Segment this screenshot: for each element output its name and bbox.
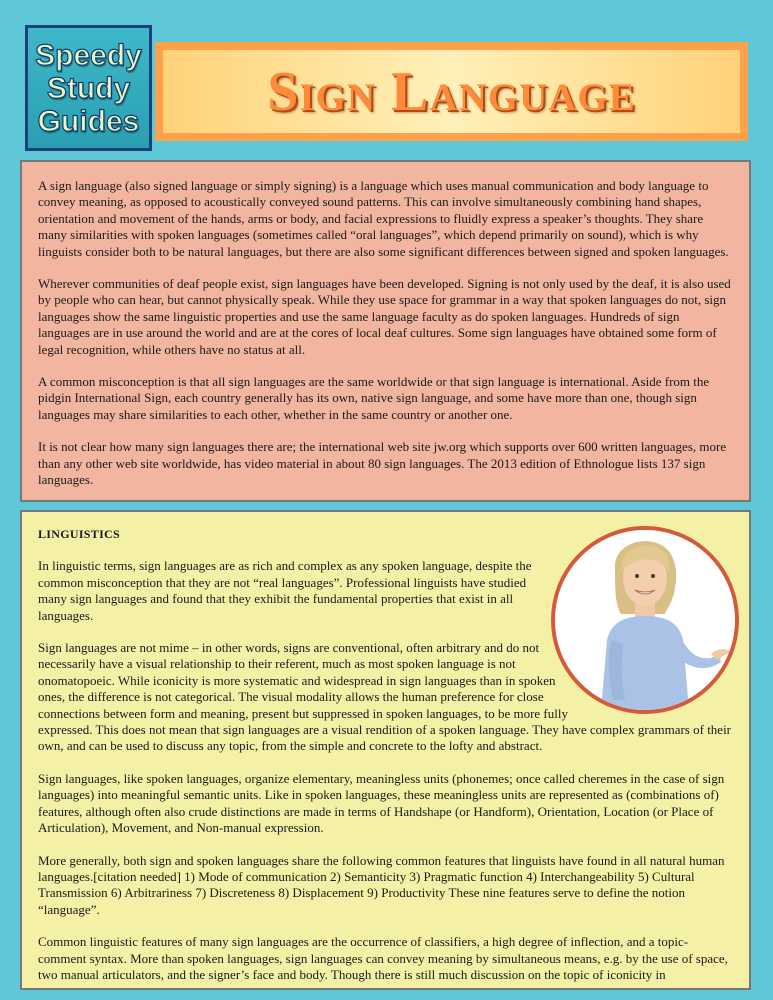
page-title: Sign Language [267, 60, 636, 123]
linguistics-paragraph-3: Sign languages, like spoken languages, organize elementary, meaningless units (phonemes; once called cheremes in the case of sign languages) into meaningful semantic units. Like in spoken languages, these meaningless units are represented as (combinations of) features, although often also crude distinctions are made in terms of Handshape (or Handform), Orientation, Location (or Place of Articulation), Movement, and Non-manual expression. [38, 770, 725, 836]
title-banner-inner [163, 50, 740, 133]
linguistics-paragraph-5: Common linguistic features of many sign languages are the occurrence of classifiers, a high degree of inflection, and a topic-comment syntax. More than spoken languages, sign languages can convey meaning by simultaneous means, e.g. by the use of space, two manual articulators, and the signer’s face and body. Though there is still much discussion on the topic of iconicity in [38, 934, 728, 982]
linguistics-paragraph-1: In linguistic terms, sign languages are as rich and complex as any spoken language, despite the common misconception that they are not “real languages”. Professional linguists have studied many sign languages and found that they exhibit the fundamental properties that exist in all languages. [38, 558, 532, 623]
logo-line-1: Speedy [35, 38, 142, 72]
woman-presenting-photo [551, 526, 739, 714]
intro-paragraph-2: Wherever communities of deaf people exist, sign languages have been developed. Signing is not only used by the deaf, it is also used by people who can hear, but cannot physically speak. While they use space for grammar in a way that spoken languages do not, sign languages show the same linguistic properties and use the same language faculty as do spoken languages. Hundreds of sign languages are in use around the world and are at the cores of local deaf cultures. Some sign languages have obtained some form of legal recognition, while others have no status at all. [38, 276, 731, 357]
logo-line-2: Study [46, 71, 131, 105]
linguistics-paragraph-4: More generally, both sign and spoken languages share the following common features that linguists have found in all natural human languages.[citation needed] 1) Mode of communication 2) Semanticity 3) Pragmatic function 4) Interchangeability 5) Cultural Transmission 6) Arbitrariness 7) Discreteness 8) Displacement 9) Productivity These nine features serve to define the notion “language”. [38, 852, 725, 917]
intro-paragraph-1: A sign language (also signed language or simply signing) is a language which uses manual communication and body language to convey meaning, as opposed to acoustically conveyed sound patterns. This can involve simultaneously combining hand shapes, orientation and movement of the hands, arms or body, and facial expressions to fluidly express a speaker’s thoughts. They share many similarities with spoken languages (sometimes called “oral languages”, which depend primarily on sound), which is why linguists consider both to be natural languages, but there are also some significant differences between signed and spoken languages. [38, 178, 729, 259]
linguistics-paragraph-2: Sign languages are not mime – in other words, signs are conventional, often arbitrary and do not necessarily have a visual relationship to their referent, much as most spoken language is not onomatopoeic. While iconicity is more systematic and widespread in sign languages than in spoken ones, the difference is not categorical. The visual modality allows the human preference for close connections between form and meaning, present but suppressed in spoken languages, to be more fully expressed. This does not mean that sign languages are a visual rendition of a spoken language. They have complex grammars of their own, and can be used to discuss any topic, from the simple and concrete to the lofty and abstract. [38, 640, 732, 754]
logo-line-3: Guides [37, 104, 140, 138]
linguistics-heading: LINGUISTICS [38, 527, 120, 541]
linguistics-section [20, 510, 751, 990]
intro-paragraph-4: It is not clear how many sign languages there are; the international web site jw.org which supports over 600 written languages, more than any other web site worldwide, has video material in about 80 sign languages. The 2013 edition of Ethnologue lists 137 sign languages. [38, 439, 727, 488]
intro-paragraph-3: A common misconception is that all sign languages are the same worldwide or that sign language is international. Aside from the pidgin International Sign, each country generally has its own, native sign language, and some have more than one, though sign languages may share similarities to each other, whether in the same country or another one. [38, 374, 710, 422]
intro-section [20, 160, 751, 502]
title-banner [155, 42, 748, 141]
woman-presenting-illustration [555, 530, 735, 710]
speedy-study-guides-logo [25, 25, 152, 151]
